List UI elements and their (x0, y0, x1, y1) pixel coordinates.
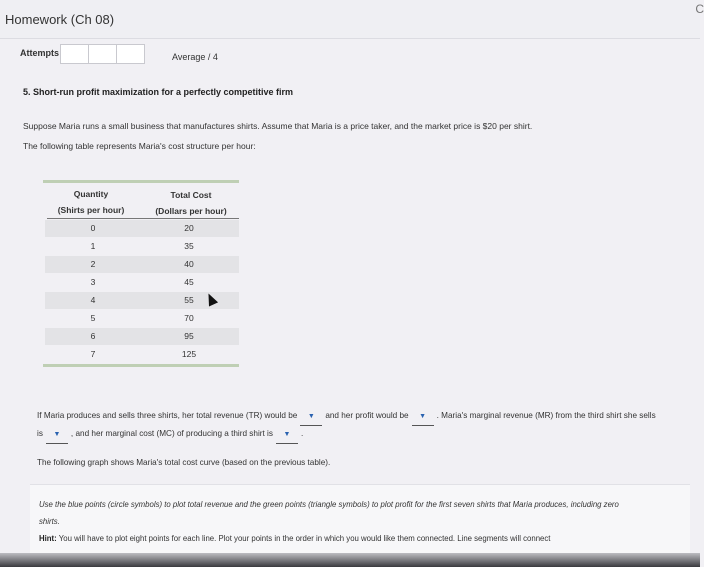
total-revenue-dropdown[interactable]: ▼ (300, 409, 322, 426)
table-bottom-rule (43, 364, 239, 367)
table-row: 5 70 (90, 313, 194, 323)
question-intro: Suppose Maria runs a small business that manufactures shirts. Assume that Maria is a price taker, and the market price is $20 per shirt. (23, 121, 533, 131)
marginal-revenue-dropdown[interactable]: ▼ (46, 427, 68, 444)
instructions-box (30, 484, 690, 555)
hint-text: Hint: You will have to plot eight points for each line. Plot your points in the order in which you would like them connected. Line segments will connect (39, 534, 551, 543)
corner-icon: C (695, 2, 704, 16)
attempt-box (60, 44, 89, 64)
table-row: 2 40 (45, 256, 239, 273)
top-bar (0, 0, 704, 39)
header-rule (47, 218, 239, 219)
total-cost-header: Total Cost (Dollars per hour) (155, 190, 227, 216)
table-row: 4 55 (45, 292, 239, 309)
attempt-box (88, 44, 117, 64)
table-row: 1 35 (90, 241, 194, 251)
table-top-rule (43, 180, 239, 183)
table-row: 0 20 (45, 220, 239, 237)
attempts-label: Attempts (20, 48, 60, 58)
profit-dropdown[interactable]: ▼ (412, 409, 434, 426)
graph-intro: The following graph shows Maria's total cost curve (based on the previous table). (37, 458, 331, 467)
attempt-box (116, 44, 145, 64)
attempt-indicator (61, 44, 145, 64)
screen-bottom-edge (0, 553, 700, 567)
average-label: Average / 4 (172, 52, 218, 62)
page-title: Homework (Ch 08) (5, 12, 115, 27)
hint-label: Hint: (39, 534, 57, 543)
table-row: 3 45 (90, 277, 194, 287)
marginal-cost-dropdown[interactable]: ▼ (276, 427, 298, 444)
table-row: 7 125 (90, 349, 197, 359)
table-intro: The following table represents Maria's cost structure per hour: (23, 141, 256, 151)
fill-in-paragraph: If Maria produces and sells three shirts, her total revenue (TR) would be ▼ and her profit would be ▼ . Maria's marginal revenue (MR) from the third shirt she sells is ▼ , and her marginal cost (MC) of producing a third shirt is ▼ . (37, 408, 657, 444)
table-row: 6 95 (45, 328, 239, 345)
quantity-header: Quantity (Shirts per hour) (57, 189, 125, 215)
instructions-text: Use the blue points (circle symbols) to plot total revenue and the green points (triangle symbols) to plot profit for the first seven shirts that Maria produces, including zero shirts. (39, 500, 619, 526)
question-title: 5. Short-run profit maximization for a perfectly competitive firm (23, 87, 294, 97)
